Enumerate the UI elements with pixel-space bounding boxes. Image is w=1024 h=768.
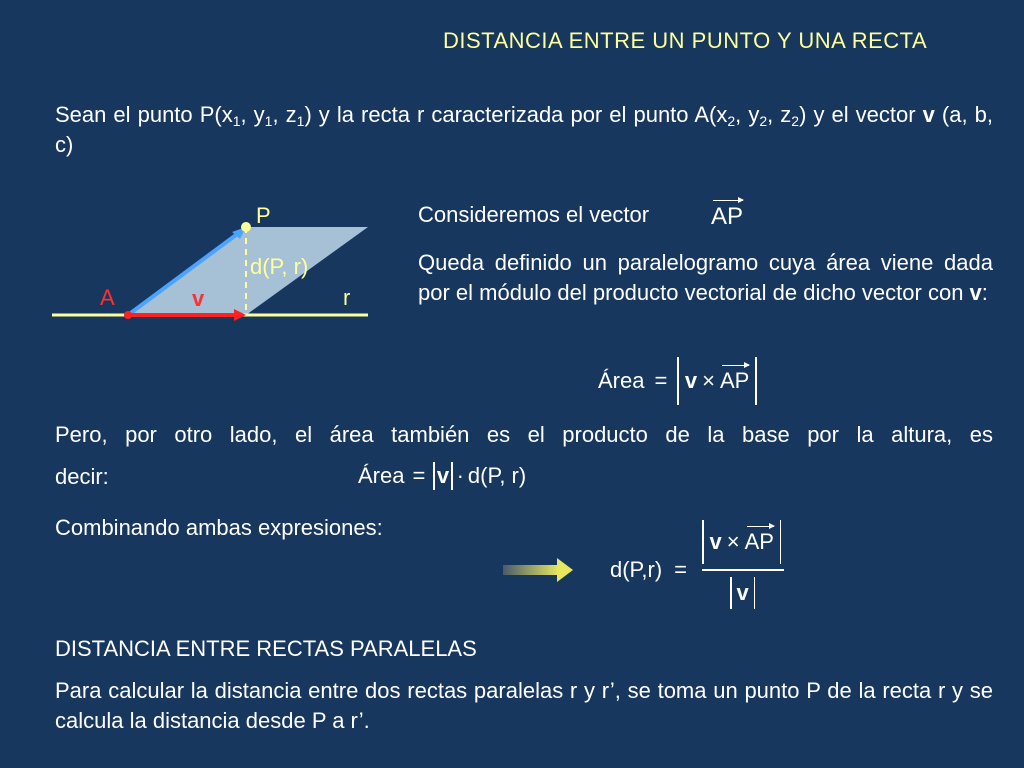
fraction-line [702,569,784,571]
parallelogram-shape [128,227,368,315]
intro-paragraph [55,100,993,160]
intro-text: ) y el vector [799,102,923,127]
formula-area-cross [598,356,757,406]
decir-text: decir: [55,464,109,489]
equals-sign: = [654,368,668,393]
abs-bar-right [451,462,453,490]
right-arrow-icon [503,557,575,583]
ap-overarrow: AP [711,203,744,230]
queda-text: Queda definido un paralelogramo cuya área viene dada por el módulo del producto vectorial de dicho vector con [418,250,993,305]
cross-sign: × [726,529,740,554]
cross-sign: × [702,368,715,393]
label-distance: d(P, r) [250,254,309,279]
distance-expression: d(P, r) [467,463,527,488]
distance-label: d(P,r) [610,557,663,582]
intro-text: ) y la recta r caracterizada por el punto A(x [304,102,728,127]
formula-area-base-height [358,458,526,494]
abs-bar-left [730,577,732,609]
fraction-denominator [730,576,755,610]
intro-text: Sean el punto P(x [55,102,233,127]
intro-text: , y [735,102,760,127]
vector-v-bold: v [684,368,698,393]
queda-end: : [981,280,988,305]
point-a-dot [124,311,132,319]
intro-text: , z [272,102,297,127]
abs-bar-right [780,520,782,564]
intro-text: (a, b, c) [55,102,994,157]
ap-overarrow: AP [744,529,774,554]
area-label: Área [598,368,645,393]
area-label: Área [358,463,405,488]
subscript: 1 [264,113,273,129]
pero-text: Pero, por otro lado, el área también es el producto de la base por la altura, es [55,422,993,447]
dot-sign: · [456,463,464,488]
section2-text: Para calcular la distancia entre dos rectas paralelas r y r’, se toma un punto P de la recta r y se calcula la distancia desde P a r’. [55,678,993,733]
vector-v-bold: v [736,580,749,605]
equals-sign: = [674,557,688,582]
combinando-text: Combinando ambas expresiones: [55,515,383,540]
vector-v-bold: v [922,102,935,127]
abs-bar-left [433,462,435,490]
subscript: 2 [727,113,736,129]
subscript: 1 [296,113,305,129]
vector-v-bold: v [436,463,450,488]
abs-bar-left [702,520,704,564]
equals-sign: = [412,463,426,488]
subscript: 2 [759,113,768,129]
label-a: A [100,285,115,310]
vector-v-bold: v [709,529,722,554]
vector-ap-label [711,203,743,231]
subscript: 1 [232,113,241,129]
consider-text: Consideremos el vector [418,202,650,227]
ap-overarrow: AP [719,368,750,393]
subscript: 2 [791,113,800,129]
parallelogram-diagram [40,195,380,330]
intro-text: , y [240,102,265,127]
abs-bar-left [677,357,679,405]
abs-bar-right [754,577,756,609]
queda-paragraph [418,248,993,308]
intro-text: , z [767,102,792,127]
abs-bar-right [755,357,757,405]
fraction-numerator [702,519,781,565]
section2-title: DISTANCIA ENTRE RECTAS PARALELAS [55,636,477,661]
distance-formula-lhs [610,557,687,583]
label-r: r [343,285,351,310]
label-p: P [256,203,271,228]
point-p-dot [241,222,251,232]
vector-v-bold: v [969,280,982,305]
label-v: v [192,286,205,311]
page-title: DISTANCIA ENTRE UN PUNTO Y UNA RECTA [443,28,928,53]
